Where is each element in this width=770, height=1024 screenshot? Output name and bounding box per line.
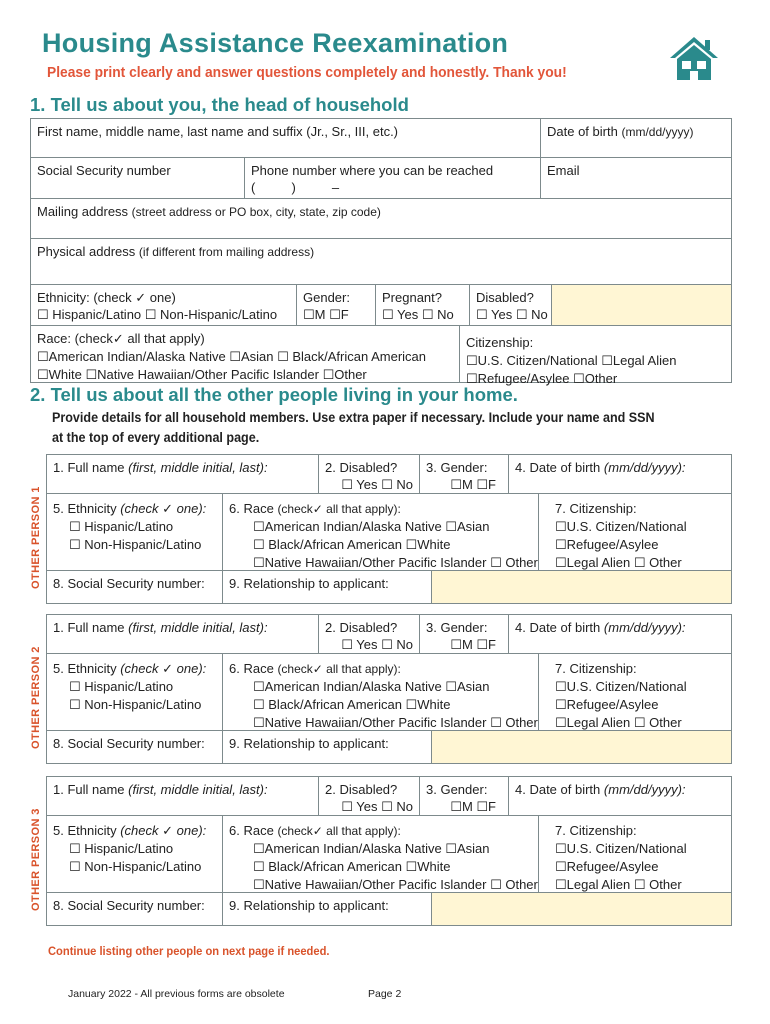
- race-option-2[interactable]: ☐ Black/African American ☐White: [253, 537, 451, 552]
- person-ethnicity-field[interactable]: [46, 653, 223, 731]
- person-full-name-field[interactable]: [46, 454, 319, 494]
- dob-field[interactable]: [540, 118, 732, 158]
- citizenship-option-3[interactable]: ☐Legal Alien ☐ Other: [555, 877, 682, 892]
- gender-label: 3. Gender:: [426, 782, 488, 797]
- phone-format: ( ) –: [251, 180, 340, 195]
- race-option-3[interactable]: ☐Native Hawaiian/Other Pacific Islander ☐ Other: [253, 877, 538, 892]
- person-gender-field[interactable]: [419, 776, 509, 816]
- person-relationship-input[interactable]: [431, 570, 732, 604]
- citizenship-label: 7. Citizenship:: [555, 823, 637, 838]
- disabled-label: 2. Disabled?: [325, 460, 398, 475]
- ethnicity-label-wrap: [53, 660, 216, 678]
- person-ssn-field[interactable]: [46, 892, 223, 926]
- dob-label: 4. Date of birth: [515, 460, 601, 475]
- race-option-2[interactable]: ☐ Black/African American ☐White: [253, 859, 451, 874]
- citizenship-option-3[interactable]: ☐Legal Alien ☐ Other: [555, 715, 682, 730]
- race-option-1[interactable]: ☐American Indian/Alaska Native ☐Asian: [253, 679, 490, 694]
- person-relationship-field[interactable]: [222, 570, 432, 604]
- dob-label: 4. Date of birth: [515, 782, 601, 797]
- person-disabled-field[interactable]: [318, 614, 420, 654]
- gender-label: 3. Gender:: [426, 460, 488, 475]
- race-options-2[interactable]: ☐White ☐Native Hawaiian/Other Pacific Islander ☐Other: [37, 367, 367, 382]
- ethnicity-option-1[interactable]: ☐ Hispanic/Latino: [69, 841, 174, 856]
- race-option-1[interactable]: ☐American Indian/Alaska Native ☐Asian: [253, 519, 490, 534]
- full-name-note: (first, middle initial, last):: [128, 782, 268, 797]
- person-relationship-field[interactable]: [222, 892, 432, 926]
- email-field[interactable]: [540, 157, 732, 199]
- citizenship-option-1[interactable]: ☐U.S. Citizen/National: [555, 519, 687, 534]
- disabled-field[interactable]: [469, 284, 552, 326]
- citizenship-option-3[interactable]: ☐Legal Alien ☐ Other: [555, 555, 682, 570]
- phone-field[interactable]: [244, 157, 541, 199]
- person-ssn-field[interactable]: [46, 730, 223, 764]
- race-label: 6. Race: [229, 661, 274, 676]
- ethnicity-label-wrap: [53, 500, 216, 518]
- ethnicity-option-2[interactable]: ☐ Non-Hispanic/Latino: [69, 697, 202, 712]
- gender-options[interactable]: ☐M ☐F: [303, 307, 349, 322]
- physical-note: (if different from mailing address): [138, 245, 315, 259]
- dob-label: 4. Date of birth: [515, 620, 601, 635]
- race-note: (check✓ all that apply):: [277, 824, 401, 838]
- citizenship-label: 7. Citizenship:: [555, 501, 637, 516]
- section2-note: Provide details for all household members. Use extra paper if necessary. Include your name and SSN at the top of every additional page.: [52, 410, 655, 445]
- person-side-label: OTHER PERSON 1: [30, 486, 42, 589]
- relationship-label: 9. Relationship to applicant:: [229, 898, 389, 913]
- date-note: January 2022 - All previous forms are obsolete: [68, 988, 285, 1000]
- dob-format: (mm/dd/yyyy):: [603, 782, 686, 797]
- page-number: Page 2: [368, 988, 402, 1000]
- page-title: Housing Assistance Reexamination: [42, 28, 509, 58]
- ethnicity-options[interactable]: ☐ Hispanic/Latino ☐ Non-Hispanic/Latino: [37, 307, 278, 322]
- citizenship-field[interactable]: [459, 325, 732, 386]
- person-dob-field[interactable]: [508, 776, 732, 816]
- full-name-note: (first, middle initial, last):: [128, 620, 268, 635]
- house-icon: [667, 34, 721, 82]
- person-full-name-field[interactable]: [46, 614, 319, 654]
- gender-options[interactable]: ☐M ☐F: [450, 477, 496, 492]
- email-label: Email: [547, 163, 580, 178]
- disabled-options[interactable]: ☐ Yes ☐ No: [476, 307, 548, 322]
- person-gender-field[interactable]: [419, 614, 509, 654]
- physical-address-field[interactable]: [30, 238, 732, 285]
- ethnicity-note: (check ✓ one):: [120, 661, 207, 676]
- person-citizenship-field[interactable]: [538, 815, 732, 893]
- pregnant-field[interactable]: [375, 284, 470, 326]
- person-relationship-field[interactable]: [222, 730, 432, 764]
- citizenship-option-2[interactable]: ☐Refugee/Asylee: [555, 859, 659, 874]
- gender-options[interactable]: ☐M ☐F: [450, 637, 496, 652]
- person-relationship-input[interactable]: [431, 892, 732, 926]
- extra-highlight-field[interactable]: [551, 284, 732, 326]
- person-side-label: OTHER PERSON 2: [30, 646, 42, 749]
- race-label: 6. Race: [229, 501, 274, 516]
- person-ethnicity-field[interactable]: [46, 493, 223, 571]
- mailing-label: Mailing address: [37, 204, 129, 219]
- person-full-name-field[interactable]: [46, 776, 319, 816]
- gender-label: Gender:: [303, 290, 350, 305]
- dob-format: (mm/dd/yyyy):: [603, 620, 686, 635]
- race-field[interactable]: [30, 325, 460, 383]
- ethnicity-option-1[interactable]: ☐ Hispanic/Latino: [69, 679, 174, 694]
- disabled-label: 2. Disabled?: [325, 782, 398, 797]
- gender-field[interactable]: [296, 284, 376, 326]
- person-race-field[interactable]: [222, 653, 539, 731]
- page-subtitle: Please print clearly and answer questions completely and honestly. Thank you!: [47, 64, 567, 81]
- race-label-wrap: [229, 660, 532, 678]
- section1-heading: 1. Tell us about you, the head of household: [30, 94, 409, 115]
- citizenship-options-1[interactable]: ☐U.S. Citizen/National ☐Legal Alien: [466, 353, 677, 368]
- person-relationship-input[interactable]: [431, 730, 732, 764]
- full-name-label: 1. Full name: [53, 460, 125, 475]
- person-dob-field[interactable]: [508, 454, 732, 494]
- person-gender-field[interactable]: [419, 454, 509, 494]
- race-note: (check✓ all that apply):: [277, 502, 401, 516]
- citizenship-label: 7. Citizenship:: [555, 661, 637, 676]
- ethnicity-label-wrap: [53, 822, 216, 840]
- disabled-options[interactable]: ☐ Yes ☐ No: [341, 637, 413, 652]
- race-label: 6. Race: [229, 823, 274, 838]
- ssn-field[interactable]: [30, 157, 245, 199]
- disabled-label: 2. Disabled?: [325, 620, 398, 635]
- race-options-1[interactable]: ☐American Indian/Alaska Native ☐Asian ☐ Black/African American: [37, 349, 427, 364]
- ethnicity-field[interactable]: [30, 284, 297, 326]
- gender-label: 3. Gender:: [426, 620, 488, 635]
- ethnicity-note: (check ✓ one):: [120, 823, 207, 838]
- person-disabled-field[interactable]: [318, 454, 420, 494]
- person-dob-field[interactable]: [508, 614, 732, 654]
- ethnicity-label: 5. Ethnicity: [53, 501, 117, 516]
- ssn-label: 8. Social Security number:: [53, 898, 205, 913]
- ethnicity-label: 5. Ethnicity: [53, 661, 117, 676]
- physical-label: Physical address: [37, 244, 136, 259]
- ssn-label: Social Security number: [37, 163, 171, 178]
- person-ethnicity-field[interactable]: [46, 815, 223, 893]
- race-label-wrap: [229, 822, 532, 840]
- race-option-1[interactable]: ☐American Indian/Alaska Native ☐Asian: [253, 841, 490, 856]
- ethnicity-label: 5. Ethnicity: [53, 823, 117, 838]
- continue-note: Continue listing other people on next page if needed.: [48, 944, 330, 958]
- race-option-3[interactable]: ☐Native Hawaiian/Other Pacific Islander ☐ Other: [253, 555, 538, 570]
- dob-format: (mm/dd/yyyy):: [603, 460, 686, 475]
- citizenship-label: Citizenship:: [466, 335, 534, 350]
- ethnicity-option-2[interactable]: ☐ Non-Hispanic/Latino: [69, 537, 202, 552]
- citizenship-option-1[interactable]: ☐U.S. Citizen/National: [555, 841, 687, 856]
- full-name-label: 1. Full name: [53, 620, 125, 635]
- race-option-3[interactable]: ☐Native Hawaiian/Other Pacific Islander ☐ Other: [253, 715, 538, 730]
- ssn-label: 8. Social Security number:: [53, 736, 205, 751]
- person-disabled-field[interactable]: [318, 776, 420, 816]
- ssn-label: 8. Social Security number:: [53, 576, 205, 591]
- citizenship-option-2[interactable]: ☐Refugee/Asylee: [555, 697, 659, 712]
- person-race-field[interactable]: [222, 493, 539, 571]
- disabled-options[interactable]: ☐ Yes ☐ No: [341, 477, 413, 492]
- person-side-label: OTHER PERSON 3: [30, 808, 42, 911]
- full-name-field[interactable]: [30, 118, 541, 158]
- dob-label: Date of birth: [547, 124, 618, 139]
- person-citizenship-field[interactable]: [538, 493, 732, 571]
- pregnant-label: Pregnant?: [382, 290, 442, 305]
- ethnicity-option-1[interactable]: ☐ Hispanic/Latino: [69, 519, 174, 534]
- mailing-address-field[interactable]: [30, 198, 732, 239]
- full-name-label: First name, middle name, last name and suffix (Jr., Sr., III, etc.): [37, 124, 399, 139]
- person-race-field[interactable]: [222, 815, 539, 893]
- full-name-label: 1. Full name: [53, 782, 125, 797]
- phone-label: Phone number where you can be reached: [251, 163, 494, 178]
- mailing-note: (street address or PO box, city, state, zip code): [131, 205, 381, 219]
- pregnant-options[interactable]: ☐ Yes ☐ No: [382, 307, 454, 322]
- ethnicity-note: (check ✓ one):: [120, 501, 207, 516]
- disabled-label: Disabled?: [476, 290, 534, 305]
- section2-heading: 2. Tell us about all the other people living in your home.: [30, 384, 518, 405]
- race-label: Race: (check✓ all that apply): [37, 331, 205, 346]
- race-note: (check✓ all that apply):: [277, 662, 401, 676]
- citizenship-options-2[interactable]: ☐Refugee/Asylee ☐Other: [466, 371, 618, 386]
- disabled-options[interactable]: ☐ Yes ☐ No: [341, 799, 413, 814]
- dob-format: (mm/dd/yyyy): [621, 125, 694, 139]
- ethnicity-label: Ethnicity: (check ✓ one): [37, 290, 176, 305]
- full-name-note: (first, middle initial, last):: [128, 460, 268, 475]
- person-ssn-field[interactable]: [46, 570, 223, 604]
- citizenship-option-1[interactable]: ☐U.S. Citizen/National: [555, 679, 687, 694]
- citizenship-option-2[interactable]: ☐Refugee/Asylee: [555, 537, 659, 552]
- race-label-wrap: [229, 500, 532, 518]
- ethnicity-option-2[interactable]: ☐ Non-Hispanic/Latino: [69, 859, 202, 874]
- relationship-label: 9. Relationship to applicant:: [229, 576, 389, 591]
- person-citizenship-field[interactable]: [538, 653, 732, 731]
- race-option-2[interactable]: ☐ Black/African American ☐White: [253, 697, 451, 712]
- relationship-label: 9. Relationship to applicant:: [229, 736, 389, 751]
- gender-options[interactable]: ☐M ☐F: [450, 799, 496, 814]
